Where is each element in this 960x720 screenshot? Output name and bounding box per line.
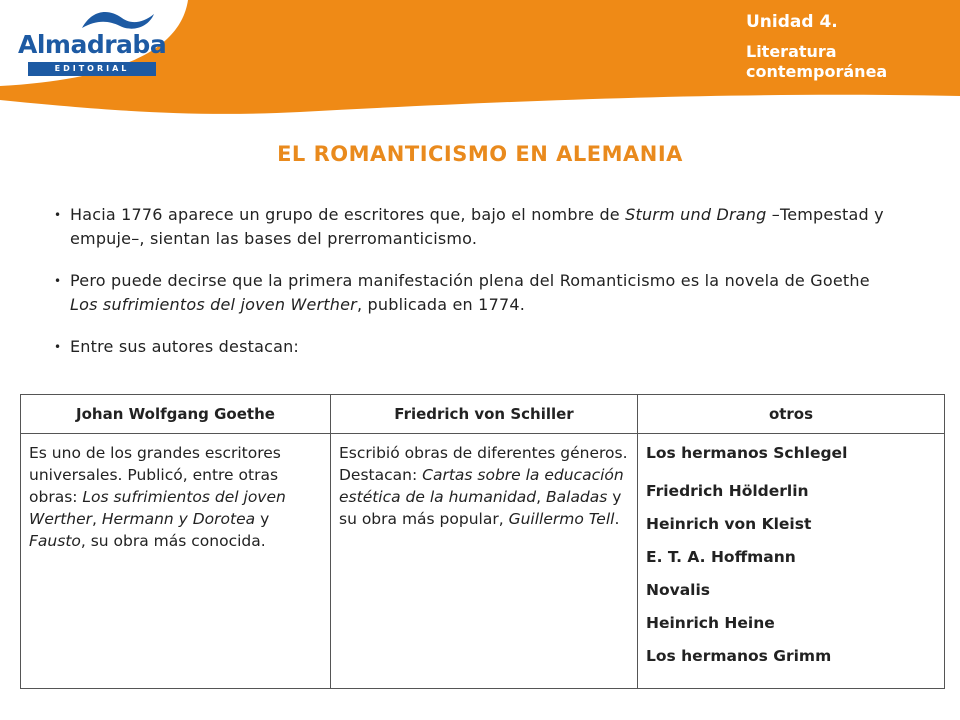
otros-list (646, 442, 936, 673)
bullet-text: Pero puede decirse que la primera manifestación plena del Romanticismo es la novela de Goethe (70, 271, 870, 290)
bullet-dot-icon: • (54, 274, 62, 288)
bullet-item (52, 269, 902, 317)
bullet-text-end: –Tempestad y empuje–, sientan las bases del prerromanticismo. (70, 205, 884, 248)
header-otros: otros (638, 395, 945, 434)
schiller-work-3: Guillermo Tell (508, 510, 615, 528)
schiller-sep-1: , (536, 488, 546, 506)
bullet-text: Hacia 1776 aparece un grupo de escritores que, bajo el nombre de (70, 205, 626, 224)
bullet-item (52, 335, 902, 359)
schiller-work-2: Baladas (546, 488, 608, 506)
list-item: Los hermanos Schlegel (646, 444, 848, 462)
table-header-row (21, 395, 945, 434)
bullet-text: Entre sus autores destacan: (70, 337, 300, 356)
bullet-text-end: , publicada en 1774. (356, 295, 525, 314)
list-item: Los hermanos Grimm (646, 647, 832, 665)
goethe-work-3: Fausto (29, 532, 81, 550)
unit-number: Unidad 4. (746, 12, 838, 32)
logo-subtitle: EDITORIAL (28, 62, 156, 76)
table-row (21, 434, 945, 689)
goethe-intro: Es uno de los grandes escritores universales. Publicó, entre otras obras: (29, 444, 281, 506)
cell-otros (638, 434, 945, 689)
authors-table (20, 394, 945, 689)
bullet-dot-icon: • (54, 208, 62, 222)
logo-wordmark: Almadraba (18, 30, 167, 59)
bullet-dot-icon: • (54, 340, 62, 354)
unit-name: Literatura contemporánea (746, 42, 888, 81)
publisher-logo (18, 8, 168, 74)
bullet-italic: Los sufrimientos del joven Werther (70, 295, 357, 314)
list-item: Novalis (646, 581, 711, 599)
goethe-sep-2: y (255, 510, 270, 528)
unit-info (746, 12, 946, 82)
cell-goethe (21, 434, 331, 689)
bullet-list (52, 203, 902, 377)
header-goethe: Johan Wolfgang Goethe (21, 395, 331, 434)
wave-logo-icon (78, 6, 158, 32)
bullet-italic: Sturm und Drang (625, 205, 767, 224)
goethe-work-2: Hermann y Dorotea (101, 510, 256, 528)
goethe-sep-1: , (92, 510, 102, 528)
header-schiller: Friedrich von Schiller (331, 395, 638, 434)
schiller-sep-2: y su obra más popular, (339, 488, 622, 528)
list-item: E. T. A. Hoffmann (646, 548, 796, 566)
cell-schiller (331, 434, 638, 689)
schiller-work-1: Cartas sobre la educación estética de la humanidad (339, 466, 624, 506)
list-item: Friedrich Hölderlin (646, 482, 809, 500)
schiller-outro: . (614, 510, 620, 528)
list-item: Heinrich von Kleist (646, 515, 812, 533)
page-title: EL ROMANTICISMO EN ALEMANIA (277, 142, 683, 166)
list-item: Heinrich Heine (646, 614, 775, 632)
bullet-item (52, 203, 902, 251)
schiller-intro: Escribió obras de diferentes géneros. Destacan: (339, 444, 628, 484)
goethe-work-1: Los sufrimientos del joven Werther (29, 488, 286, 528)
goethe-outro: , su obra más conocida. (80, 532, 266, 550)
